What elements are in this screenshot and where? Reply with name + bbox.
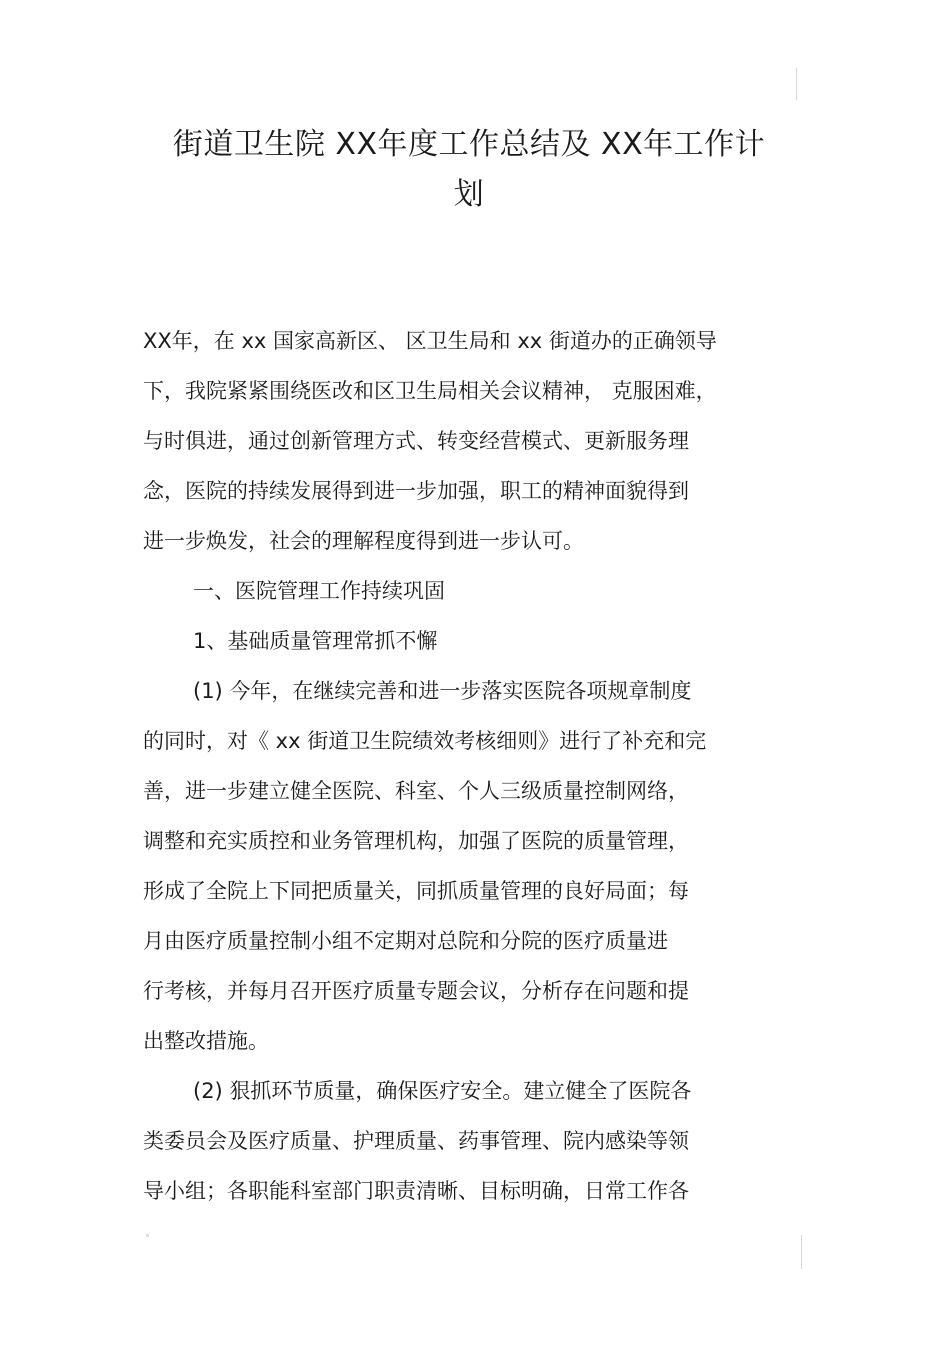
title-line: 街道卫生院 XX年度工作总结及 XX年工作计 <box>172 127 766 162</box>
body-line: 念，医院的持续发展得到进一步加强，职工的精神面貌得到 <box>143 479 689 503</box>
page-margin-mark-bottom <box>801 1235 802 1269</box>
body-line: 月由医疗质量控制小组不定期对总院和分院的医疗质量进 <box>143 929 668 953</box>
document-title <box>143 120 795 220</box>
body-line: 行考核，并每月召开医疗质量专题会议，分析存在问题和提 <box>143 979 689 1003</box>
body-line: 善，进一步建立健全医院、科室、个人三级质量控制网络， <box>143 779 689 803</box>
document-body <box>143 316 803 1216</box>
body-line: 导小组；各职能科室部门职责清晰、目标明确，日常工作各 <box>143 1179 689 1203</box>
body-line: 进一步焕发，社会的理解程度得到进一步认可。 <box>143 529 584 553</box>
body-line: XX年，在 xx 国家高新区、 区卫生局和 xx 街道办的正确领导 <box>143 329 717 353</box>
subsection-heading: 1、基础质量管理常抓不懈 <box>193 629 438 653</box>
body-line: (2) 狠抓环节质量，确保医疗安全。建立健全了医院各 <box>193 1079 692 1103</box>
body-line: 出整改措施。 <box>143 1029 269 1053</box>
body-line: 调整和充实质控和业务管理机构，加强了医院的质量管理， <box>143 829 689 853</box>
body-line: 的同时，对《 xx 街道卫生院绩效考核细则》进行了补充和完 <box>143 729 707 753</box>
page-margin-mark-top <box>796 68 797 100</box>
body-line: 类委员会及医疗质量、护理质量、药事管理、院内感染等领 <box>143 1129 689 1153</box>
body-line: 形成了全院上下同把质量关，同抓质量管理的良好局面；每 <box>143 879 689 903</box>
page-corner-mark <box>146 1234 149 1237</box>
section-heading: 一、医院管理工作持续巩固 <box>193 579 445 603</box>
body-line: 下，我院紧紧围绕医改和区卫生局相关会议精神， 克服困难， <box>143 379 717 403</box>
body-line: 与时俱进，通过创新管理方式、转变经营模式、更新服务理 <box>143 429 689 453</box>
body-line: (1) 今年，在继续完善和进一步落实医院各项规章制度 <box>193 679 692 703</box>
title-line: 划 <box>453 177 485 212</box>
